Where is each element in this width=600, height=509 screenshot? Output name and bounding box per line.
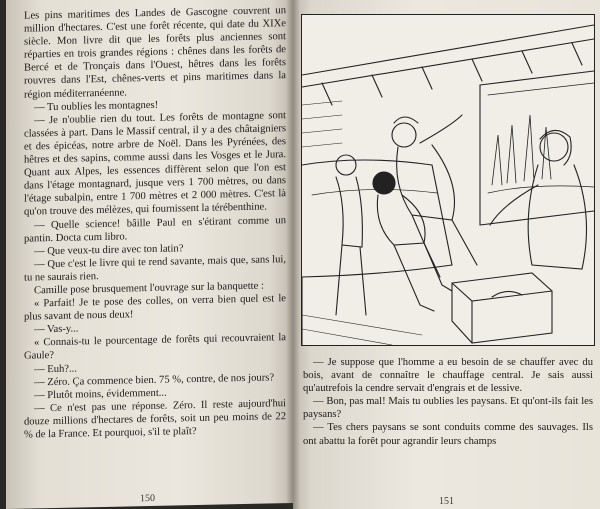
paragraph: — Vas-y...	[34, 323, 79, 336]
left-page	[6, 0, 293, 509]
paragraph: — Tes chers paysans se sont conduits comme des sauvages. Ils ont abattu la forêt pour agrandir leurs champs	[303, 422, 593, 447]
paragraph: — Tu oublies les montagnes!	[34, 99, 159, 114]
paragraph: — Euh?...	[34, 363, 77, 375]
left-page-text	[24, 4, 286, 442]
page-number-left: 150	[140, 492, 155, 505]
paragraph: — Que veux-tu dire avec ton latin?	[34, 242, 184, 258]
right-page-text	[303, 356, 593, 448]
paragraph: — Ce n'est pas une réponse. Zéro. Il reste aujourd'hui douze millions d'hectares de forêts, soit un peu moins de 22 % de la France. Et pourquoi, s'il te plaît?	[24, 397, 286, 441]
train-compartment-illustration	[301, 14, 595, 346]
book-gutter	[286, 0, 300, 509]
paragraph: — Quelle science! bâille Paul en s'étirant comme un pantin. Docta cum libro.	[24, 214, 286, 245]
page-number-right: 151	[439, 496, 454, 507]
paragraph: « Parfait! Je te pose des colles, on verra bien quel est le plus savant de nous deux!	[24, 293, 286, 323]
paragraph: — Zéro. Ça commence bien. 75 %, contre, de nos jours?	[34, 372, 275, 389]
paragraph: — Bon, pas mal! Mais tu oublies les paysans. Et qu'ont-ils fait les paysans?	[303, 396, 593, 421]
illustration-drawing	[302, 15, 594, 345]
paragraph: — Je suppose que l'homme a eu besoin de se chauffer avec du bois, avant de connaître le chauffage central. Je sais aussi qu'autrefois la cendre servait d'engrais et de lessive.	[303, 357, 593, 395]
paragraph: Camille pose brusquement l'ouvrage sur la banquette :	[34, 280, 264, 297]
paragraph: — Plutôt moins, évidemment...	[34, 387, 167, 402]
paragraph: Les pins maritimes des Landes de Gascogne couvrent un million d'hectares. C'est une forêt récente, qui date du XIXe siècle. Mon livre dit que les forêts plus anciennes sont réparties en trois grandes régions : chênes dans les forêts de Bercé et de Tronçais dans l'Ouest, hêtres dans les forêts rouvres dans l'Est, chênes-verts et pins maritimes dans la région méditerranéenne.	[24, 5, 286, 101]
paragraph: — Que c'est le livre qui te rend savante, mais que, sans lui, tu ne saurais rien.	[24, 253, 286, 284]
paragraph: — Je n'oublie rien du tout. Les forêts de montagne sont classées à part. Dans le Massif central, il y a des châtaigniers et des épicéas, notre arbre de Noël. Dans les Pyrénées, des hêtres et des sapins, comme aussi dans les Vosges et le Jura. Quant aux Alpes, les essences diffèrent selon que l'on est dans l'étage montagnard, jusque vers 1 700 mètres, ou dans l'étage subalpin, entre 1 700 mètres et 2 000 mètres. C'est là qu'on trouve des mélèzes, qui fournissent la térébenthine.	[24, 109, 286, 219]
paragraph: « Connais-tu le pourcentage de forêts qui recouvraient la Gaule?	[24, 332, 286, 363]
right-page	[293, 0, 600, 509]
